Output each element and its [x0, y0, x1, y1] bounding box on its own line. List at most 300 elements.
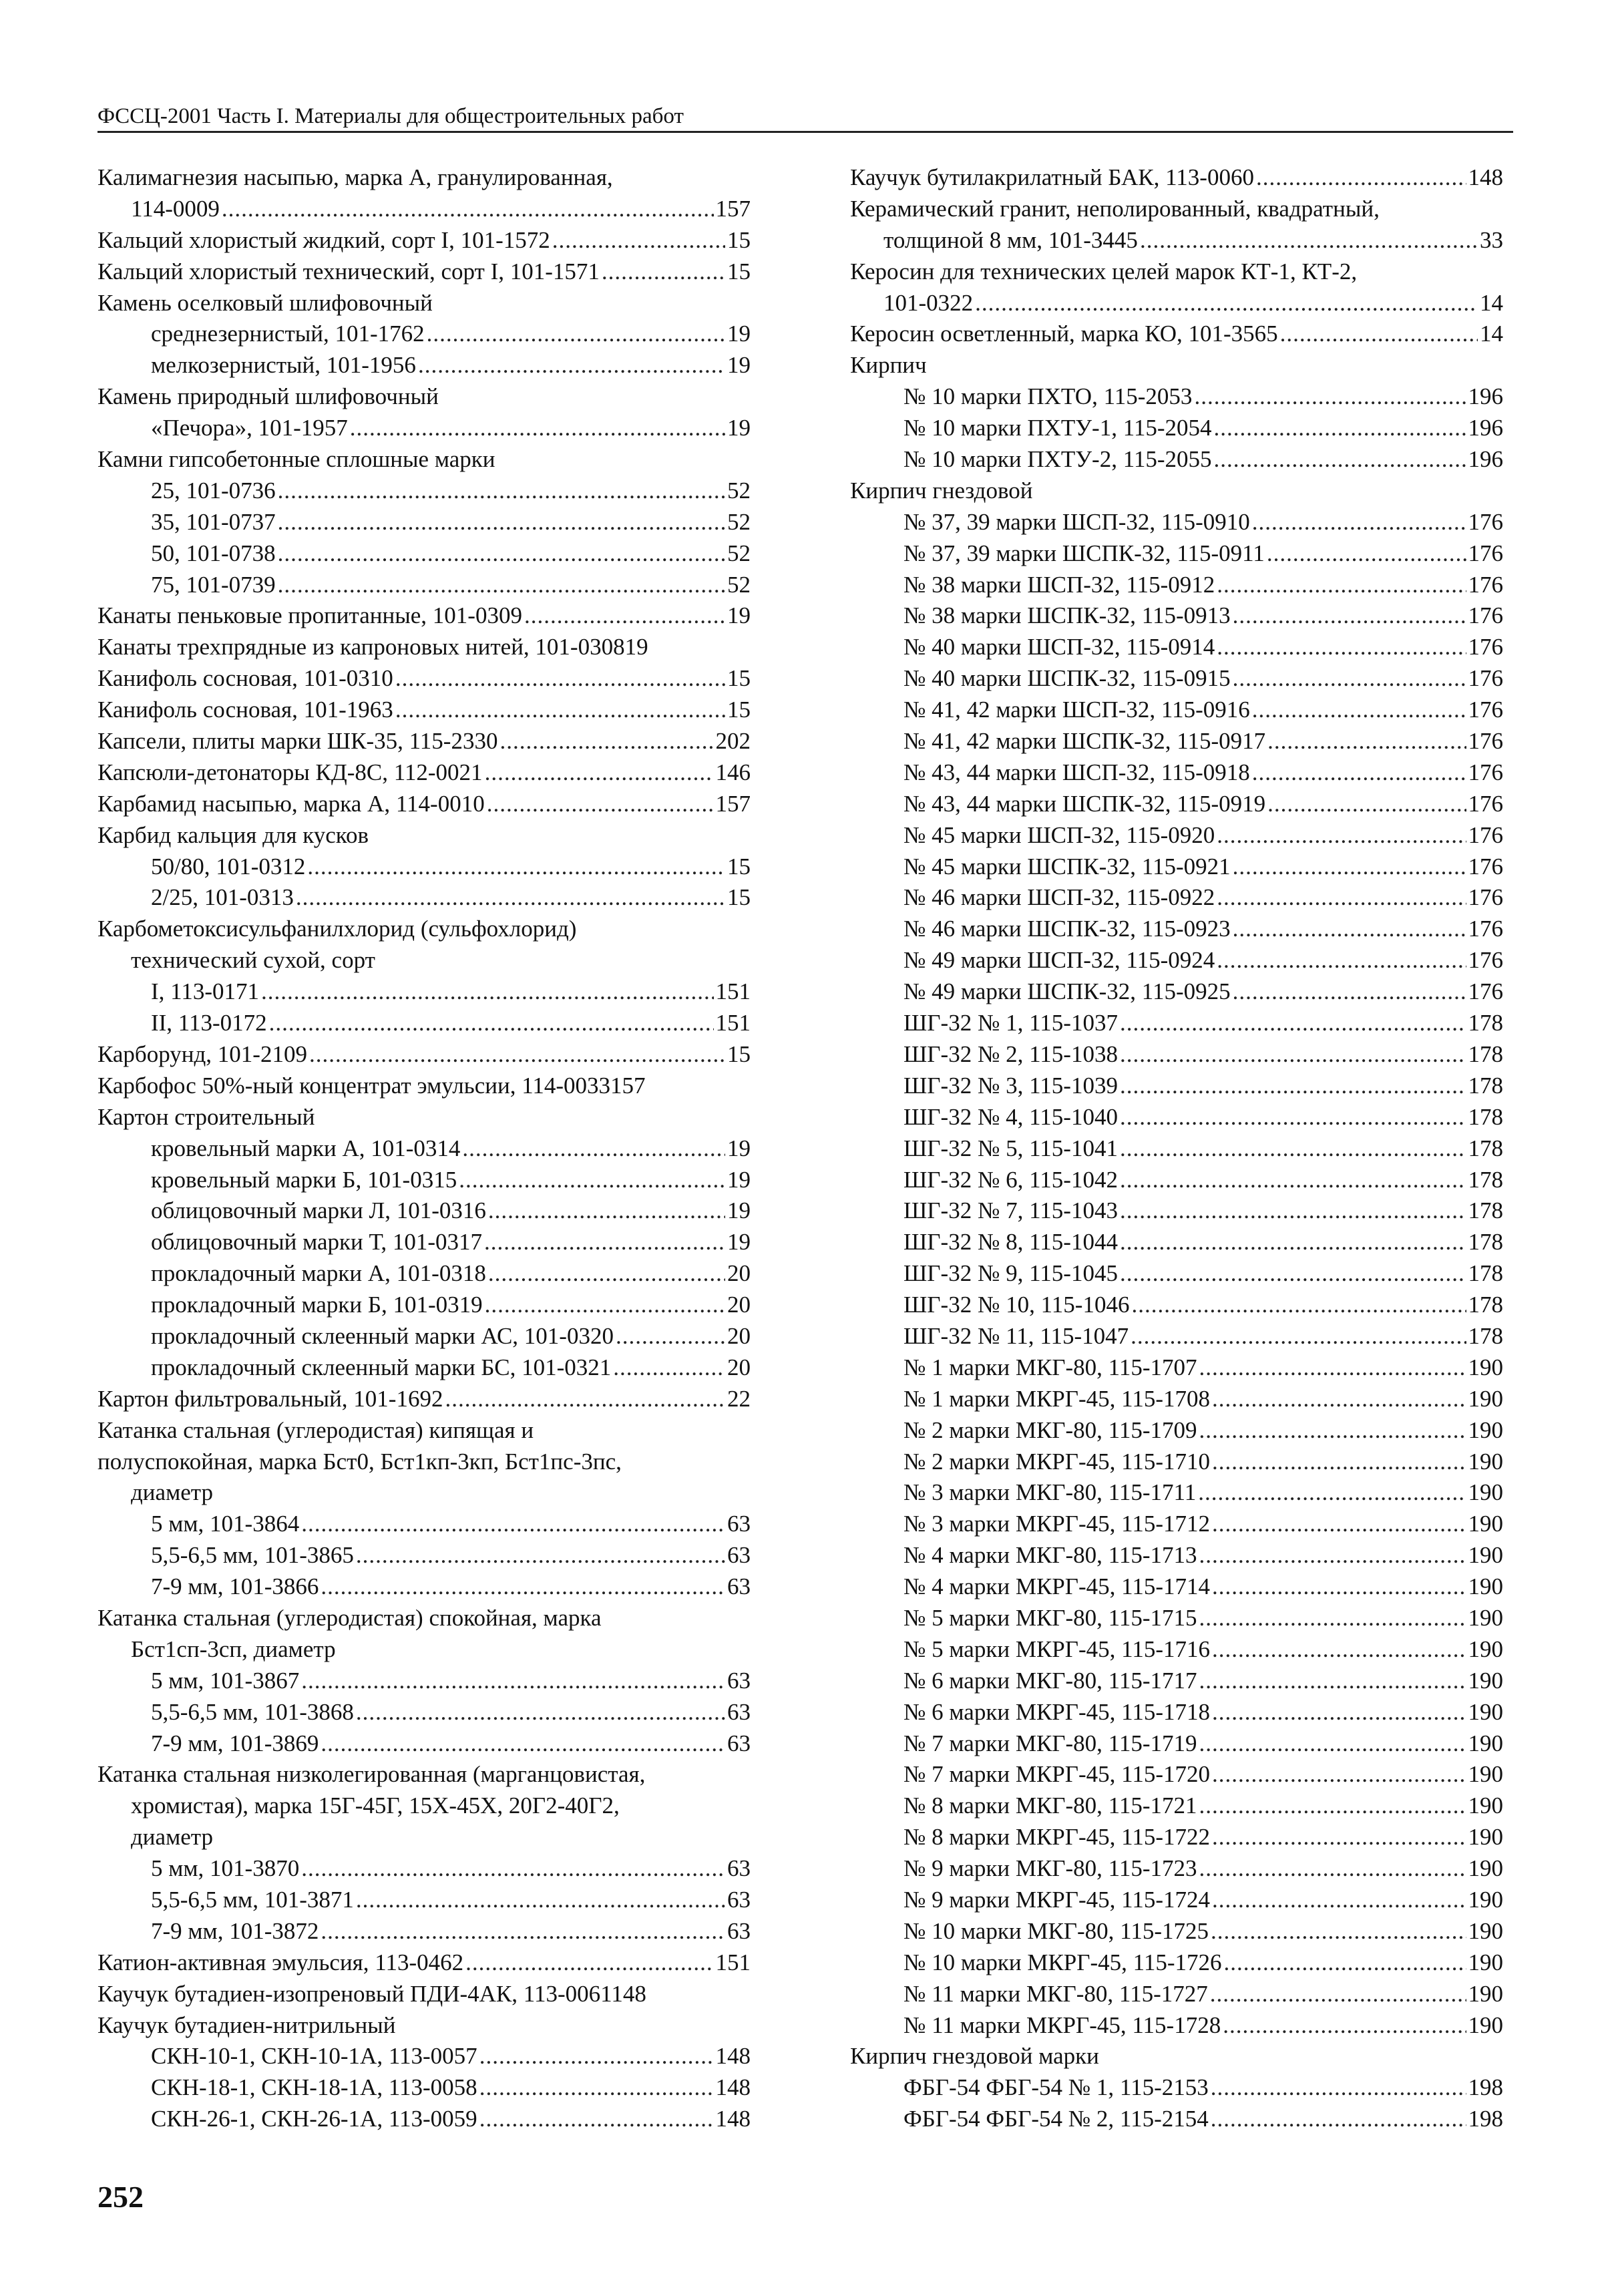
- entry-text: № 8 марки МКРГ-45, 115-1722: [903, 1824, 1210, 1851]
- index-heading: [97, 288, 751, 319]
- index-entry: [850, 789, 1503, 820]
- dot-leader: [356, 1697, 725, 1728]
- entry-text: № 10 марки МКГ-80, 115-1725: [903, 1917, 1209, 1944]
- dot-leader: [1217, 632, 1466, 663]
- page-ref: 15: [727, 258, 751, 284]
- dot-leader: [613, 1352, 725, 1384]
- entry-text: среднезернистый, 101-1762: [151, 321, 425, 347]
- index-heading: [97, 914, 751, 945]
- page-ref: 190: [1468, 1636, 1503, 1662]
- index-heading: [97, 1102, 751, 1133]
- index-entry: [850, 1071, 1503, 1102]
- page-ref: 190: [1468, 1479, 1503, 1506]
- page-ref: 19: [727, 352, 751, 379]
- entry-text: Карбофос 50%-ный концентрат эмульсии, 114-0033157: [97, 1072, 646, 1099]
- index-heading: [97, 632, 751, 663]
- entry-text: 7-9 мм, 101-3866: [151, 1573, 319, 1600]
- page-ref: 190: [1468, 1511, 1503, 1537]
- index-entry: [97, 1947, 751, 1979]
- page-ref: 176: [1468, 978, 1503, 1005]
- index-entry: [97, 1352, 751, 1384]
- index-entry: [850, 1571, 1503, 1603]
- dot-leader: [479, 2104, 714, 2135]
- entry-text: № 6 марки МКГ-80, 115-1717: [903, 1667, 1197, 1694]
- entry-text: № 4 марки МКРГ-45, 115-1714: [903, 1573, 1210, 1600]
- dot-leader: [1233, 600, 1466, 632]
- index-heading: [97, 1979, 751, 2010]
- entry-text: № 45 марки ШСП-32, 115-0920: [903, 821, 1215, 848]
- page-ref: 178: [1468, 1322, 1503, 1349]
- page-ref: 63: [727, 1698, 751, 1725]
- dot-leader: [616, 1321, 725, 1352]
- index-entry: [97, 695, 751, 726]
- page-ref: 190: [1468, 1667, 1503, 1694]
- page-ref: 63: [727, 1855, 751, 1882]
- index-entry: [97, 1195, 751, 1227]
- page-ref: 157: [715, 195, 751, 222]
- dot-leader: [1120, 1071, 1466, 1102]
- dot-leader: [975, 288, 1478, 319]
- index-entry: [850, 1477, 1503, 1509]
- dot-leader: [1194, 381, 1466, 413]
- dot-leader: [1214, 413, 1466, 444]
- entry-text: 25, 101-0736: [151, 477, 276, 504]
- index-entry: [97, 1133, 751, 1165]
- dot-leader: [479, 2041, 714, 2072]
- page-ref: 20: [727, 1322, 751, 1349]
- entry-text: Керамический гранит, неполированный, квадратный,: [850, 195, 1380, 222]
- dot-leader: [488, 1195, 725, 1227]
- dot-leader: [1120, 1195, 1466, 1227]
- index-entry: [850, 1979, 1503, 2010]
- index-entry: [97, 225, 751, 256]
- page-ref: 52: [727, 508, 751, 535]
- dot-leader: [1267, 726, 1466, 757]
- index-heading: [850, 350, 1503, 381]
- index-entry: [97, 1571, 751, 1603]
- index-entry: [97, 256, 751, 288]
- dot-leader: [307, 851, 725, 883]
- entry-text: № 8 марки МКГ-80, 115-1721: [903, 1792, 1197, 1819]
- page-ref: 63: [727, 1511, 751, 1537]
- index-entry: [97, 976, 751, 1008]
- page-ref: 14: [1480, 289, 1503, 316]
- entry-text: I, 113-0171: [151, 978, 260, 1005]
- index-entry: [850, 914, 1503, 945]
- index-entry: [97, 882, 751, 914]
- index-entry: [850, 444, 1503, 475]
- page-ref: 19: [727, 321, 751, 347]
- index-heading: [97, 1477, 751, 1509]
- dot-leader: [222, 194, 714, 225]
- entry-text: 35, 101-0737: [151, 508, 276, 535]
- index-entry: [850, 288, 1503, 319]
- page-ref: 151: [715, 1949, 751, 1975]
- index-entry: [97, 1039, 751, 1071]
- dot-leader: [1212, 1697, 1466, 1728]
- page-ref: 151: [715, 978, 751, 1005]
- index-entry: [97, 1853, 751, 1885]
- page-ref: 19: [727, 415, 751, 441]
- dot-leader: [395, 695, 725, 726]
- index-entry: [850, 726, 1503, 757]
- entry-text: № 41, 42 марки ШСПК-32, 115-0917: [903, 728, 1266, 755]
- index-entry: [850, 1195, 1503, 1227]
- page-ref: 33: [1480, 226, 1503, 253]
- entry-text: № 2 марки МКГ-80, 115-1709: [903, 1416, 1197, 1443]
- entry-text: Каучук бутадиен-нитрильный: [97, 2012, 396, 2038]
- entry-text: Бст1сп-3сп, диаметр: [131, 1636, 336, 1662]
- entry-text: ШГ-32 № 8, 115-1044: [903, 1229, 1118, 1256]
- page-ref: 63: [727, 1573, 751, 1600]
- page-ref: 148: [715, 2074, 751, 2101]
- entry-text: № 7 марки МКРГ-45, 115-1720: [903, 1761, 1210, 1788]
- index-entry: [97, 1540, 751, 1571]
- entry-text: № 11 марки МКГ-80, 115-1727: [903, 1980, 1208, 2007]
- dot-leader: [1199, 1540, 1466, 1571]
- index-heading: [850, 256, 1503, 288]
- entry-text: кровельный марки Б, 101-0315: [151, 1166, 457, 1193]
- index-entry: [850, 319, 1503, 350]
- dot-leader: [356, 1885, 725, 1916]
- entry-text: 7-9 мм, 101-3872: [151, 1917, 319, 1944]
- index-entry: [850, 1540, 1503, 1571]
- index-entry: [97, 1916, 751, 1947]
- page-ref: 52: [727, 540, 751, 566]
- index-entry: [850, 1509, 1503, 1540]
- entry-text: Карборунд, 101-2109: [97, 1040, 307, 1067]
- index-entry: [850, 1790, 1503, 1822]
- dot-leader: [1211, 2104, 1466, 2135]
- entry-text: № 2 марки МКРГ-45, 115-1710: [903, 1448, 1210, 1475]
- dot-leader: [1211, 1916, 1466, 1947]
- entry-text: диаметр: [131, 1824, 213, 1851]
- entry-text: Керосин осветленный, марка КО, 101-3565: [850, 321, 1278, 347]
- page-ref: 178: [1468, 1103, 1503, 1130]
- dot-leader: [278, 507, 725, 538]
- page-ref: 190: [1468, 1385, 1503, 1412]
- entry-text: облицовочный марки Т, 101-0317: [151, 1229, 483, 1256]
- entry-text: 5,5-6,5 мм, 101-3865: [151, 1542, 354, 1569]
- page-ref: 190: [1468, 1354, 1503, 1380]
- index-entry: [850, 1728, 1503, 1760]
- page-ref: 176: [1468, 602, 1503, 629]
- index-entry: [97, 1258, 751, 1290]
- page-ref: 178: [1468, 1260, 1503, 1287]
- dot-leader: [1267, 538, 1466, 570]
- entry-text: прокладочный марки Б, 101-0319: [151, 1292, 483, 1318]
- index-entry: [97, 507, 751, 538]
- entry-text: № 9 марки МКГ-80, 115-1723: [903, 1855, 1197, 1882]
- entry-text: толщиной 8 мм, 101-3445: [883, 226, 1138, 253]
- entry-text: технический сухой, сорт: [131, 947, 375, 974]
- entry-text: мелкозернистый, 101-1956: [151, 352, 416, 379]
- page-ref: 15: [727, 1040, 751, 1067]
- index-entry: [97, 350, 751, 381]
- index-entry: [850, 413, 1503, 444]
- entry-text: № 49 марки ШСПК-32, 115-0925: [903, 978, 1231, 1005]
- dot-leader: [1199, 1603, 1466, 1634]
- entry-text: 2/25, 101-0313: [151, 884, 294, 911]
- index-heading: [97, 1822, 751, 1853]
- dot-leader: [309, 1039, 725, 1071]
- entry-text: ШГ-32 № 2, 115-1038: [903, 1040, 1118, 1067]
- dot-leader: [1199, 1415, 1466, 1447]
- index-entry: [850, 1666, 1503, 1697]
- index-entry: [850, 976, 1503, 1008]
- page-ref: 196: [1468, 383, 1503, 410]
- page-ref: 176: [1468, 916, 1503, 942]
- entry-text: № 10 марки ПХТО, 115-2053: [903, 383, 1193, 410]
- page-ref: 190: [1468, 1604, 1503, 1631]
- dot-leader: [395, 663, 725, 695]
- page-ref: 63: [727, 1886, 751, 1913]
- index-entry: [850, 225, 1503, 256]
- index-entry: [850, 663, 1503, 695]
- dot-leader: [301, 1509, 725, 1540]
- page-ref: 178: [1468, 1166, 1503, 1193]
- index-entry: [850, 1697, 1503, 1728]
- index-entry: [97, 2041, 751, 2072]
- entry-text: 50, 101-0738: [151, 540, 276, 566]
- index-heading: [97, 945, 751, 976]
- entry-text: 5,5-6,5 мм, 101-3871: [151, 1886, 354, 1913]
- entry-text: Катион-активная эмульсия, 113-0462: [97, 1949, 464, 1975]
- entry-text: Кирпич гнездовой: [850, 477, 1033, 504]
- dot-leader: [524, 600, 725, 632]
- index-entry: [97, 600, 751, 632]
- index-entry: [97, 1509, 751, 1540]
- entry-text: 50/80, 101-0312: [151, 853, 306, 880]
- page-ref: 190: [1468, 1949, 1503, 1975]
- dot-leader: [1212, 1822, 1466, 1853]
- entry-text: 5 мм, 101-3867: [151, 1667, 300, 1694]
- page-ref: 190: [1468, 1416, 1503, 1443]
- entry-text: № 7 марки МКГ-80, 115-1719: [903, 1730, 1197, 1756]
- dot-leader: [1256, 162, 1466, 194]
- entry-text: № 43, 44 марки ШСП-32, 115-0918: [903, 759, 1250, 785]
- entry-text: № 45 марки ШСПК-32, 115-0921: [903, 853, 1231, 880]
- page-ref: 15: [727, 665, 751, 692]
- index-entry: [850, 1916, 1503, 1947]
- dot-leader: [1120, 1008, 1466, 1039]
- index-entry: [850, 570, 1503, 601]
- dot-leader: [445, 1384, 725, 1415]
- dot-leader: [301, 1853, 725, 1885]
- index-entry: [850, 1165, 1503, 1196]
- index-entry: [97, 2072, 751, 2104]
- dot-leader: [356, 1540, 725, 1571]
- page-ref: 176: [1468, 790, 1503, 817]
- page-ref: 19: [727, 1135, 751, 1161]
- index-entry: [850, 1885, 1503, 1916]
- page-ref: 176: [1468, 665, 1503, 692]
- entry-text: Каучук бутилакрилатный БАК, 113-0060: [850, 164, 1254, 190]
- page-ref: 178: [1468, 1292, 1503, 1318]
- index-entry: [850, 1384, 1503, 1415]
- dot-leader: [350, 413, 725, 444]
- entry-text: хромистая), марка 15Г-45Г, 15Х-45Х, 20Г2-40Г2,: [131, 1792, 620, 1819]
- dot-leader: [1198, 1477, 1466, 1509]
- page-ref: 178: [1468, 1229, 1503, 1256]
- index-entry: [850, 1634, 1503, 1666]
- dot-leader: [1120, 1258, 1466, 1290]
- page-ref: 146: [715, 759, 751, 785]
- page-ref: 14: [1480, 321, 1503, 347]
- dot-leader: [1267, 789, 1466, 820]
- dot-leader: [1223, 2010, 1466, 2042]
- page-ref: 63: [727, 1730, 751, 1756]
- dot-leader: [1199, 1790, 1466, 1822]
- dot-leader: [1217, 570, 1466, 601]
- entry-text: прокладочный склеенный марки АС, 101-0320: [151, 1322, 614, 1349]
- dot-leader: [1212, 1447, 1466, 1478]
- entry-text: Карбамид насыпью, марка А, 114-0010: [97, 790, 485, 817]
- index-entry: [850, 2072, 1503, 2104]
- dot-leader: [1131, 1321, 1466, 1352]
- dot-leader: [1212, 1384, 1466, 1415]
- dot-leader: [459, 1165, 725, 1196]
- index-column-left: [97, 162, 751, 2135]
- entry-text: ШГ-32 № 7, 115-1043: [903, 1197, 1118, 1224]
- index-entry: [97, 1666, 751, 1697]
- entry-text: 7-9 мм, 101-3869: [151, 1730, 319, 1756]
- entry-text: № 11 марки МКРГ-45, 115-1728: [903, 2012, 1221, 2038]
- dot-leader: [462, 1133, 725, 1165]
- entry-text: СКН-10-1, СКН-10-1А, 113-0057: [151, 2043, 477, 2070]
- entry-text: Картон строительный: [97, 1103, 315, 1130]
- entry-text: Капсели, плиты марки ШК-35, 115-2330: [97, 728, 498, 755]
- page-ref: 20: [727, 1354, 751, 1380]
- dot-leader: [1212, 1509, 1466, 1540]
- entry-text: прокладочный марки А, 101-0318: [151, 1260, 486, 1287]
- entry-text: ФБГ-54 ФБГ-54 № 2, 115-2154: [903, 2106, 1209, 2132]
- dot-leader: [1131, 1290, 1466, 1321]
- index-heading: [850, 475, 1503, 507]
- page-ref: 176: [1468, 884, 1503, 911]
- dot-leader: [487, 789, 714, 820]
- entry-text: № 10 марки ПХТУ-1, 115-2054: [903, 415, 1212, 441]
- page-ref: 178: [1468, 1197, 1503, 1224]
- index-entry: [850, 162, 1503, 194]
- dot-leader: [1252, 695, 1466, 726]
- dot-leader: [1212, 1634, 1466, 1666]
- entry-text: прокладочный склеенный марки БС, 101-0321: [151, 1354, 612, 1380]
- entry-text: № 41, 42 марки ШСП-32, 115-0916: [903, 697, 1250, 723]
- entry-text: диаметр: [131, 1479, 213, 1506]
- entry-text: 75, 101-0739: [151, 571, 276, 598]
- page-ref: 190: [1468, 2012, 1503, 2038]
- entry-text: полуспокойная, марка Бст0, Бст1кп-3кп, Бст1пс-3пс,: [97, 1448, 622, 1475]
- index-entry: [97, 1008, 751, 1039]
- index-entry: [850, 538, 1503, 570]
- entry-text: Карбометоксисульфанилхлорид (сульфохлорид): [97, 916, 577, 942]
- dot-leader: [427, 319, 725, 350]
- page-ref: 190: [1468, 1824, 1503, 1851]
- dot-leader: [1217, 820, 1466, 851]
- index-entry: [850, 1039, 1503, 1071]
- dot-leader: [1217, 945, 1466, 976]
- index-heading: [97, 1603, 751, 1634]
- entry-text: Капсюли-детонаторы КД-8С, 112-0021: [97, 759, 483, 785]
- entry-text: № 5 марки МКГ-80, 115-1715: [903, 1604, 1197, 1631]
- index-entry: [850, 1603, 1503, 1634]
- page-number: 252: [97, 2180, 144, 2214]
- entry-text: Кальций хлористый технический, сорт I, 101-1571: [97, 258, 600, 284]
- entry-text: Катанка стальная (углеродистая) спокойная, марка: [97, 1604, 602, 1631]
- dot-leader: [1120, 1165, 1466, 1196]
- page-ref: 63: [727, 1667, 751, 1694]
- entry-text: СКН-26-1, СКН-26-1А, 113-0059: [151, 2106, 477, 2132]
- index-entry: [850, 945, 1503, 976]
- dot-leader: [278, 538, 725, 570]
- index-entry: [850, 632, 1503, 663]
- dot-leader: [1210, 1979, 1466, 2010]
- dot-leader: [1212, 1759, 1466, 1790]
- page-ref: 15: [727, 853, 751, 880]
- index-entry: [97, 851, 751, 883]
- dot-leader: [1199, 1352, 1466, 1384]
- page-ref: 178: [1468, 1072, 1503, 1099]
- index-heading: [97, 381, 751, 413]
- dot-leader: [485, 1290, 725, 1321]
- page-ref: 178: [1468, 1040, 1503, 1067]
- dot-leader: [1233, 976, 1466, 1008]
- page-ref: 190: [1468, 1542, 1503, 1569]
- dot-leader: [296, 882, 725, 914]
- dot-leader: [1214, 444, 1466, 475]
- entry-text: ШГ-32 № 6, 115-1042: [903, 1166, 1118, 1193]
- index-entry: [97, 538, 751, 570]
- page-ref: 176: [1468, 508, 1503, 535]
- index-entry: [97, 1384, 751, 1415]
- page-ref: 198: [1468, 2074, 1503, 2101]
- dot-leader: [1212, 1885, 1466, 1916]
- index-entry: [850, 1352, 1503, 1384]
- page-ref: 148: [1468, 164, 1503, 190]
- index-entry: [850, 851, 1503, 883]
- entry-text: ШГ-32 № 9, 115-1045: [903, 1260, 1118, 1287]
- entry-text: 114-0009: [131, 195, 220, 222]
- index-entry: [850, 1415, 1503, 1447]
- index-entry: [97, 1290, 751, 1321]
- index-entry: [850, 1133, 1503, 1165]
- page-ref: 176: [1468, 853, 1503, 880]
- index-entry: [850, 1853, 1503, 1885]
- dot-leader: [261, 976, 713, 1008]
- entry-text: Канифоль сосновая, 101-1963: [97, 697, 393, 723]
- index-entry: [97, 1321, 751, 1352]
- page-ref: 176: [1468, 571, 1503, 598]
- dot-leader: [1140, 225, 1478, 256]
- entry-text: № 3 марки МКРГ-45, 115-1712: [903, 1511, 1210, 1537]
- index-entry: [97, 1728, 751, 1760]
- entry-text: Камень оселковый шлифовочный: [97, 289, 433, 316]
- dot-leader: [1280, 319, 1478, 350]
- page-ref: 190: [1468, 1448, 1503, 1475]
- running-header: ФССЦ-2001 Часть I. Материалы для общестроительных работ: [97, 103, 1513, 133]
- page-ref: 151: [715, 1010, 751, 1036]
- entry-text: № 46 марки ШСПК-32, 115-0923: [903, 916, 1231, 942]
- entry-text: Кальций хлористый жидкий, сорт I, 101-1572: [97, 226, 550, 253]
- index-entry: [97, 2104, 751, 2135]
- entry-text: ШГ-32 № 11, 115-1047: [903, 1322, 1129, 1349]
- index-entry: [97, 1885, 751, 1916]
- index-entry: [850, 1947, 1503, 1979]
- entry-text: 5,5-6,5 мм, 101-3868: [151, 1698, 354, 1725]
- entry-text: № 46 марки ШСП-32, 115-0922: [903, 884, 1215, 911]
- entry-text: № 1 марки МКРГ-45, 115-1708: [903, 1385, 1210, 1412]
